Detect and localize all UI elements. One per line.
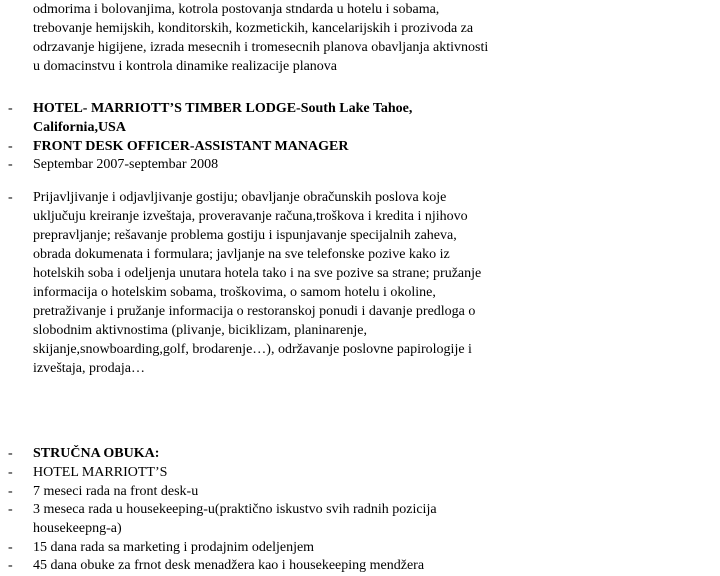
training-item: 45 dana obuke za frnot desk menadžera kao i housekeeping mendžera: [33, 558, 425, 573]
bullet-dash: -: [8, 139, 13, 154]
training-item: 3 meseca rada u housekeeping-u(praktično iskustvo svih radnih pozicija housekeepng-a): [33, 502, 437, 536]
intro-paragraph: odmorima i bolovanjima, kotrola postovanja stndarda u hotelu i sobama, trebovanje hemijskih, konditorskih, kozmetickih, kancelarijskih i prozivoda za odrzavanje higijene, izrada mesecnih i tromesecnih planova obavljanja aktivnosti u domacinstvu i kontrola dinamike realizacije planova: [33, 2, 489, 74]
bullet-dash: -: [8, 190, 13, 205]
bullet-dash: -: [8, 540, 13, 555]
bullet-dash: -: [8, 157, 13, 172]
training-heading: STRUČNA OBUKA:: [33, 446, 160, 461]
employment-period: Septembar 2007-septembar 2008: [33, 157, 219, 172]
hotel-name: HOTEL- MARRIOTT’S TIMBER LODGE-South Lake Tahoe, California,USA: [33, 101, 413, 135]
bullet-dash: -: [8, 502, 13, 517]
bullet-dash: -: [8, 465, 13, 480]
training-item: 7 meseci rada na front desk-u: [33, 484, 199, 499]
bullet-dash: -: [8, 446, 13, 461]
training-item: 15 dana rada sa marketing i prodajnim odeljenjem: [33, 540, 315, 555]
bullet-dash: -: [8, 101, 13, 116]
job-position: FRONT DESK OFFICER-ASSISTANT MANAGER: [33, 139, 349, 154]
job-duties: Prijavljivanje i odjavljivanje gostiju; obavljanje obračunskih poslova koje uključuju kreiranje izveštaja, proveravanje računa,troškova i kredita i njihovo prepravljanje; rešavanje problema gostiju i ispunjavanje specijalnih zaheva, obrada dokumenata i formulara; javljanje na sve telefonske pozive kako iz hotelskih soba i odeljenja unutara hotela tako i na sve pozive sa strane; pružanje informacija o hotelskim sobama, troškovima, o samom hotelu i okoline, pretraživanje i pružanje informacija o restoranskoj ponudi i davanje predloga o slobodnim aktivnostima (plivanje, biciklizam, planinarenje, skijanje,snowboarding,golf, brodarenje…), održavanje poslovne papirologije i izveštaja, prodaja…: [33, 190, 482, 376]
bullet-dash: -: [8, 484, 13, 499]
bullet-dash: -: [8, 558, 13, 573]
training-employer: HOTEL MARRIOTT’S: [33, 465, 168, 480]
